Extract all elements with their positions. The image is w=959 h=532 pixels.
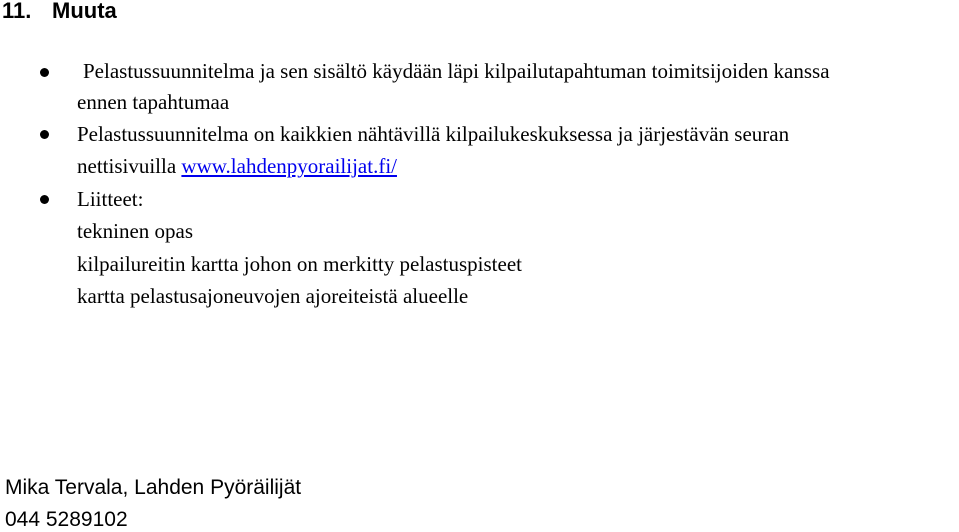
bullet-icon <box>40 195 49 204</box>
attachment-item: kartta pelastusajoneuvojen ajoreiteistä alueelle <box>77 284 469 308</box>
bullet-2-line-2 <box>77 154 397 178</box>
contact-phone: 044 5289102 <box>5 508 128 531</box>
attachment-item: kilpailureitin kartta johon on merkitty pelastuspisteet <box>77 252 522 276</box>
attachments-label: Liitteet: <box>77 187 144 211</box>
bullet-1-line-2: ennen tapahtumaa <box>77 90 230 114</box>
bullet-2-line-2-prefix: nettisivuilla <box>77 154 182 178</box>
bullet-1-line-1: Pelastussuunnitelma ja sen sisältö käydään läpi kilpailutapahtuman toimitsijoiden kanssa <box>83 59 830 83</box>
bullet-icon <box>40 130 49 139</box>
attachment-item: tekninen opas <box>77 219 194 243</box>
section-number: 11. <box>2 0 32 23</box>
bullet-2-line-1: Pelastussuunnitelma on kaikkien nähtävillä kilpailukeskuksessa ja järjestävän seuran <box>77 122 790 146</box>
website-link[interactable]: www.lahdenpyorailijat.fi/ <box>181 154 397 178</box>
bullet-icon <box>40 68 49 77</box>
contact-name: Mika Tervala, Lahden Pyöräilijät <box>5 476 302 499</box>
section-heading <box>2 0 117 24</box>
section-title: Muuta <box>52 0 117 23</box>
